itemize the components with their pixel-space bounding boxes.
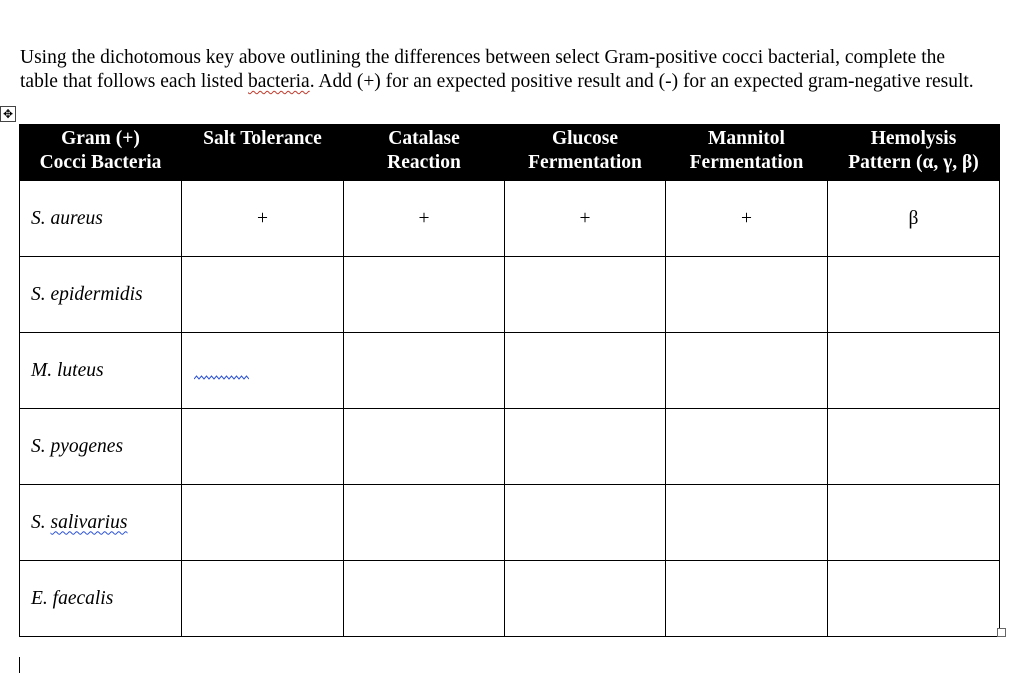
bacteria-results-table [19,124,1000,637]
catalase-cell[interactable]: + [344,181,505,257]
header-hemolysis-pattern: Hemolysis Pattern (α, γ, β) [828,125,1000,181]
catalase-cell[interactable] [344,561,505,637]
header-glucose-fermentation: Glucose Fermentation [505,125,666,181]
salt-tolerance-cell[interactable]: + [182,181,344,257]
glucose-cell[interactable] [505,409,666,485]
spellcheck-word-bacteria[interactable]: bacteria [247,71,310,92]
spellcheck-word-salivarius[interactable]: salivarius [50,511,128,533]
glucose-cell[interactable] [505,561,666,637]
header-mannitol-fermentation: Mannitol Fermentation [666,125,828,181]
instructions-paragraph [20,46,980,95]
glucose-cell[interactable] [505,485,666,561]
table-header-row [20,125,1000,181]
bacteria-name-cell[interactable]: S. epidermidis [20,257,182,333]
hemolysis-cell[interactable] [828,333,1000,409]
table-row-s-pyogenes [20,409,1000,485]
bacteria-name-cell[interactable]: S. pyogenes [20,409,182,485]
instructions-text-part1: Using the dichotomous key above outlining the differences between select Gram-positive cocci bacterial, complete the table that follows each listed [20,46,946,92]
mannitol-cell[interactable] [666,561,828,637]
hemolysis-cell[interactable] [828,561,1000,637]
table-row-s-aureus [20,181,1000,257]
salt-tolerance-cell[interactable] [182,561,344,637]
salt-tolerance-cell[interactable] [182,409,344,485]
bacteria-name-cell[interactable]: M. luteus [20,333,182,409]
salt-tolerance-cell[interactable] [182,485,344,561]
table-row-s-salivarius [20,485,1000,561]
table-row-e-faecalis [20,561,1000,637]
hemolysis-cell[interactable] [828,257,1000,333]
mannitol-cell[interactable] [666,257,828,333]
table-row-m-luteus [20,333,1000,409]
hemolysis-cell[interactable]: β [828,181,1000,257]
salt-tolerance-cell[interactable] [182,257,344,333]
glucose-cell[interactable] [505,257,666,333]
bacteria-name-cell[interactable]: S. salivarius [20,485,182,561]
mannitol-cell[interactable] [666,333,828,409]
table-row-s-epidermidis [20,257,1000,333]
header-salt-tolerance: Salt Tolerance [182,125,344,181]
glucose-cell[interactable]: + [505,181,666,257]
table-move-handle-icon[interactable]: ✥ [0,106,16,122]
catalase-cell[interactable] [344,257,505,333]
catalase-cell[interactable] [344,409,505,485]
catalase-cell[interactable] [344,485,505,561]
header-gram-cocci: Gram (+) Cocci Bacteria [20,125,182,181]
mannitol-cell[interactable]: + [666,181,828,257]
text-cursor [19,657,20,673]
hemolysis-cell[interactable] [828,409,1000,485]
glucose-cell[interactable] [505,333,666,409]
instructions-text-part2: . Add (+) for an expected positive result and (-) for an expected gram-negative result. [309,71,974,92]
table-resize-handle-icon[interactable] [997,628,1006,637]
bacteria-name-cell[interactable]: E. faecalis [20,561,182,637]
catalase-cell[interactable] [344,333,505,409]
header-catalase-reaction: Catalase Reaction [344,125,505,181]
bacteria-name-cell[interactable]: S. aureus [20,181,182,257]
spellcheck-squiggle-icon [194,375,249,381]
hemolysis-cell[interactable] [828,485,1000,561]
salt-tolerance-cell[interactable] [182,333,344,409]
mannitol-cell[interactable] [666,485,828,561]
mannitol-cell[interactable] [666,409,828,485]
